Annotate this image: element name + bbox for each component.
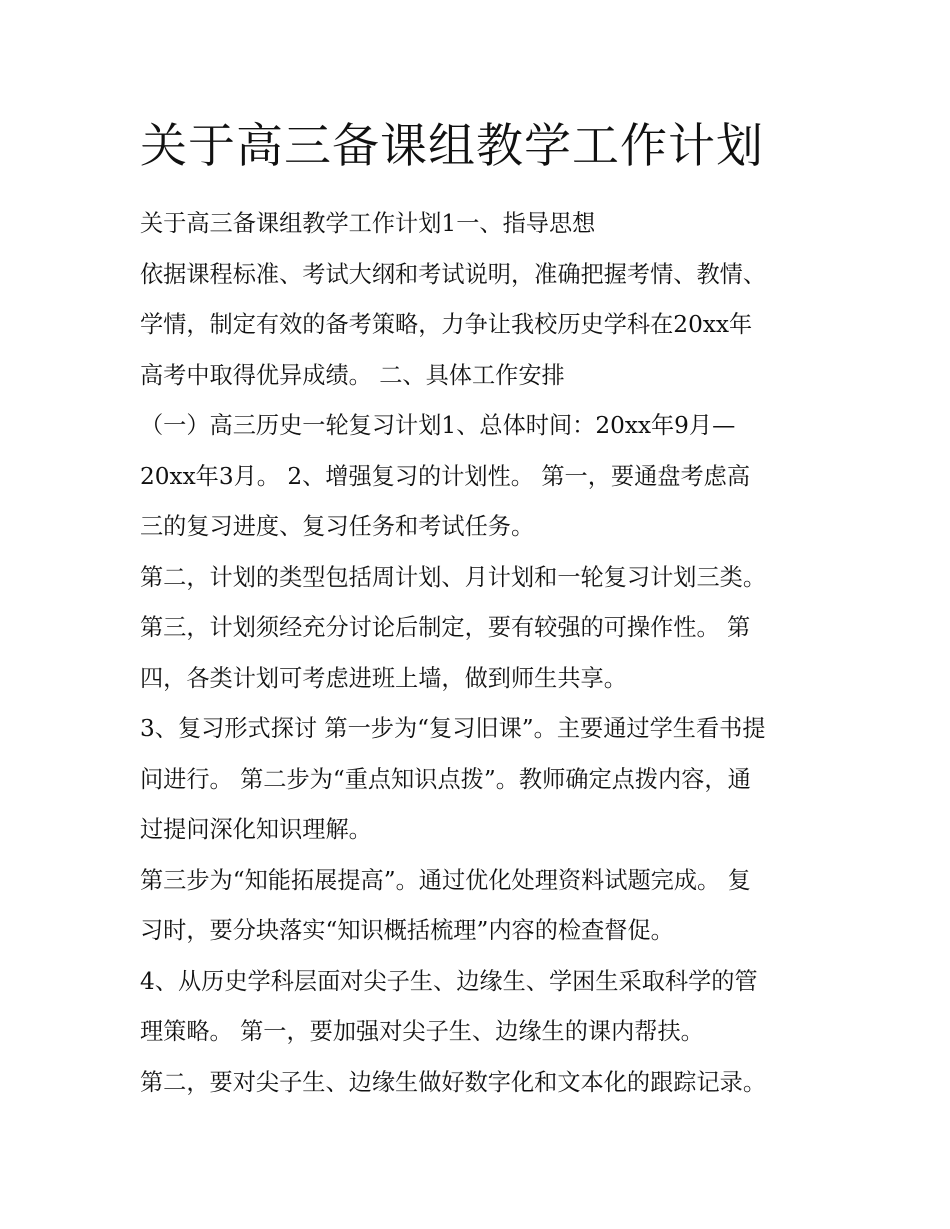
body-line-15: 习时，要分块落实“知识概括梳理”内容的检查督促。 [140, 917, 674, 944]
body-line-11: 3、复习形式探讨 第一步为“复习旧课”。主要通过学生看书提 [140, 715, 766, 742]
body-line-2: 依据课程标准、考试大纲和考试说明，准确把握考情、教情、 [140, 260, 767, 288]
body-line-13: 过提问深化知识理解。 [140, 816, 372, 843]
body-line-1: 关于高三备课组教学工作计划1一、指导思想 [140, 210, 596, 237]
body-line-6: 20xx年3月。 2、增强复习的计划性。 第一，要通盘考虑高 [140, 462, 751, 490]
body-line-9: 第三，计划须经充分讨论后制定，要有较强的可操作性。 第 [140, 614, 751, 641]
body-line-7: 三的复习进度、复习任务和考试任务。 [140, 513, 535, 540]
document-body [140, 199, 830, 1108]
body-line-5: （一）高三历史一轮复习计划1、总体时间：20xx年9月— [140, 412, 736, 439]
body-line-14: 第三步为“知能拓展提高”。通过优化处理资料试题完成。 复 [140, 866, 751, 894]
body-line-4: 高考中取得优异成绩。 二、具体工作安排 [140, 361, 565, 389]
body-line-8: 第二，计划的类型包括周计划、月计划和一轮复习计划三类。 [140, 563, 767, 591]
body-line-10: 四，各类计划可考虑进班上墙，做到师生共享。 [140, 664, 627, 692]
body-line-17: 理策略。 第一，要加强对尖子生、边缘生的课内帮扶。 [140, 1018, 704, 1045]
body-line-16: 4、从历史学科层面对尖子生、边缘生、学困生采取科学的管 [140, 967, 758, 995]
body-line-12: 问进行。 第二步为“重点知识点拨”。教师确定点拨内容，通 [140, 765, 751, 793]
document-title: 关于高三备课组教学工作计划 [140, 119, 764, 174]
body-line-18: 第二，要对尖子生、边缘生做好数字化和文本化的跟踪记录。 [140, 1068, 767, 1096]
body-line-3: 学情，制定有效的备考策略，力争让我校历史学科在20xx年 [140, 311, 753, 338]
